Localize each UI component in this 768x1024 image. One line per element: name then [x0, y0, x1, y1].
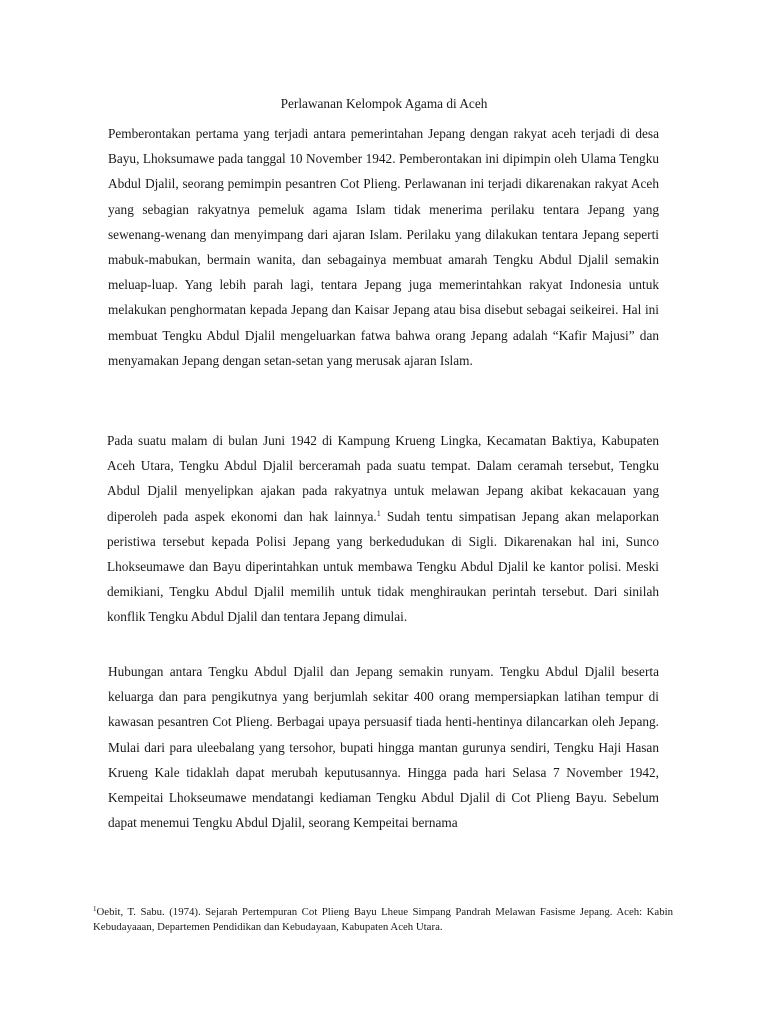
footnote-reference[interactable]: 1	[376, 508, 381, 518]
paragraph-1: Pemberontakan pertama yang terjadi antara pemerintahan Jepang dengan rakyat aceh terjadi di desa Bayu, Lhoksumawe pada tanggal 10 November 1942. Pemberontakan ini dipimpin oleh Ulama Tengku Abdul Djalil, seorang pemimpin pesantren Cot Plieng. Perlawanan ini terjadi dikarenakan rakyat Aceh yang sebagian rakyatnya pemeluk agama Islam tidak menerima perilaku tentara Jepang yang sewenang-wenang dan menyimpang dari ajaran Islam. Perilaku yang dilakukan tentara Jepang seperti mabuk-mabukan, bermain wanita, dan sebagainya membuat amarah Tengku Abdul Djalil semakin meluap-luap. Yang lebih parah lagi, tentara Jepang juga memerintahkan rakyat Indonesia untuk melakukan penghormatan kepada Jepang dan Kaisar Jepang atau bisa disebut sebagai seikeirei. Hal ini membuat Tengku Abdul Djalil mengeluarkan fatwa bahwa orang Jepang adalah “Kafir Majusi” dan menyamakan Jepang dengan setan-setan yang merusak ajaran Islam.	[108, 126, 659, 368]
paragraph-3: Hubungan antara Tengku Abdul Djalil dan Jepang semakin runyam. Tengku Abdul Djalil beserta keluarga dan para pengikutnya yang berjumlah sekitar 400 orang mempersiapkan latihan tempur di kawasan pesantren Cot Plieng. Berbagai upaya persuasif tiada henti-hentinya dilancarkan oleh Jepang. Mulai dari para uleebalang yang tersohor, bupati hingga mantan gurunya sendiri, Tengku Haji Hasan Krueng Kale tidaklah dapat merubah keputusannya. Hingga pada hari Selasa 7 November 1942, Kempeitai Lhokseumawe mendatangi kediaman Tengku Abdul Djalil di Cot Plieng Bayu. Sebelum dapat menemui Tengku Abdul Djalil, seorang Kempeitai bernama	[108, 664, 659, 831]
page-title: Perlawanan Kelompok Agama di Aceh	[280, 96, 488, 111]
paragraph-2-text-before-ref: Pada suatu malam di bulan Juni 1942 di Kampung Krueng Lingka, Kecamatan Baktiya, Kabupaten Aceh Utara, Tengku Abdul Djalil berceramah pada suatu tempat. Dalam ceramah tersebut, Tengku Abdul Djalil menyelipkan ajakan pada rakyatnya untuk melawan Jepang akibat kekacauan yang diperoleh pada aspek ekonomi dan hak lainnya.	[107, 433, 659, 524]
footnote-text: Oebit, T. Sabu. (1974). Sejarah Pertempuran Cot Plieng Bayu Lheue Simpang Pandrah Melawan Fasisme Jepang. Aceh: Kabin Kebudayaaan, Departemen Pendidikan dan Kebudayaan, Kabupaten Aceh Utara.	[93, 906, 673, 933]
footnote	[93, 905, 673, 935]
footnote-number: 1	[93, 905, 97, 913]
paragraph-2-text-after-ref: Sudah tentu simpatisan Jepang akan melaporkan peristiwa tersebut kepada Polisi Jepang yang berkedudukan di Sigli. Dikarenakan hal ini, Sunco Lhokseumawe dan Bayu diperintahkan untuk membawa Tengku Abdul Djalil ke kantor polisi. Meski demikiani, Tengku Abdul Djalil memilih untuk tidak menghiraukan perintah tersebut. Dari sinilah konflik Tengku Abdul Djalil dan tentara Jepang dimulai.	[107, 508, 659, 625]
paragraph-2	[107, 428, 659, 630]
